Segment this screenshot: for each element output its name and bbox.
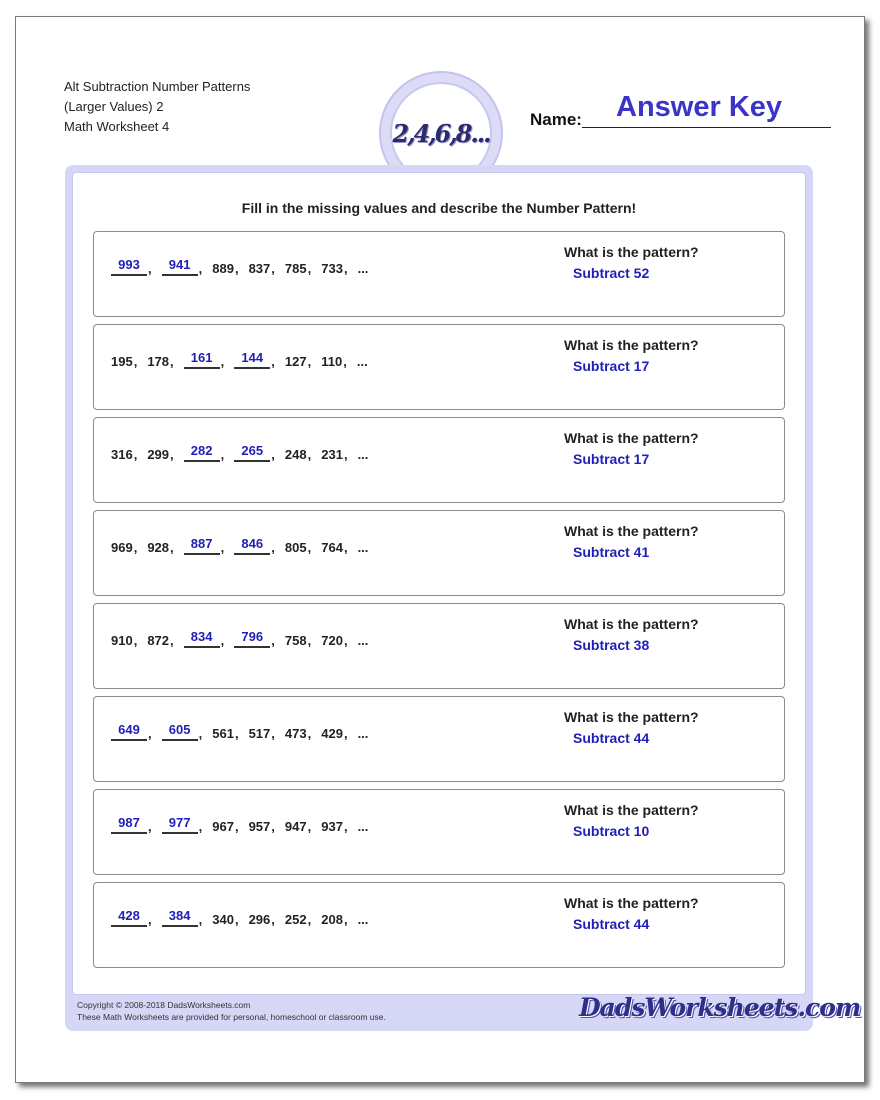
pattern-question: What is the pattern? xyxy=(564,244,699,260)
comma-separator: , xyxy=(343,540,348,555)
pattern-answer: Subtract 17 xyxy=(573,358,650,374)
comma-separator: , xyxy=(133,354,138,369)
comma-separator: , xyxy=(220,354,225,369)
comma-separator: , xyxy=(148,261,152,276)
number-sequence xyxy=(111,908,376,927)
ellipsis: ... xyxy=(357,912,369,927)
footer-copyright xyxy=(77,999,386,1023)
answer-blank: 282 xyxy=(184,443,220,462)
comma-separator: , xyxy=(271,726,275,741)
comma-separator: , xyxy=(307,912,312,927)
sequence-term: 208 xyxy=(321,912,343,927)
comma-separator: , xyxy=(170,633,174,648)
sequence-term: 296 xyxy=(248,912,271,927)
dadsworksheets-logo[interactable]: DadsWorksheets.com xyxy=(579,993,861,1022)
sequence-term: 195 xyxy=(111,354,133,369)
answer-blank: 941 xyxy=(162,257,198,276)
answer-key-label: Answer Key xyxy=(616,91,783,123)
pattern-question: What is the pattern? xyxy=(564,523,699,539)
pattern-answer: Subtract 10 xyxy=(573,823,650,839)
comma-separator: , xyxy=(198,819,203,834)
number-sequence xyxy=(111,350,376,369)
comma-separator: , xyxy=(170,354,174,369)
sequence-term: 110 xyxy=(321,354,343,369)
comma-separator: , xyxy=(307,819,312,834)
sequence-term: 252 xyxy=(284,912,307,927)
answer-blank: 384 xyxy=(162,908,198,927)
answer-blank: 649 xyxy=(111,722,147,741)
comma-separator: , xyxy=(343,354,347,369)
comma-separator: , xyxy=(234,261,239,276)
problems-frame xyxy=(65,165,861,1031)
ellipsis: ... xyxy=(357,261,369,276)
sequence-term: 517 xyxy=(248,726,271,741)
answer-blank: 796 xyxy=(234,629,270,648)
sequence-term: 764 xyxy=(321,540,343,555)
pattern-question: What is the pattern? xyxy=(564,430,699,446)
number-sequence xyxy=(111,722,376,741)
worksheet-page xyxy=(15,16,865,1083)
comma-separator: , xyxy=(220,633,225,648)
comma-separator: , xyxy=(133,447,138,462)
comma-separator: , xyxy=(307,447,312,462)
sequence-term: 299 xyxy=(147,447,170,462)
pattern-question: What is the pattern? xyxy=(564,895,699,911)
name-line xyxy=(582,127,831,128)
number-sequence xyxy=(111,443,376,462)
sequence-term: 967 xyxy=(212,819,234,834)
ellipsis: ... xyxy=(357,633,369,648)
worksheet-title xyxy=(64,77,250,137)
name-label: Name: xyxy=(530,110,582,129)
problem-row xyxy=(93,696,785,782)
comma-separator: , xyxy=(133,540,138,555)
comma-separator: , xyxy=(234,912,239,927)
sequence-term: 316 xyxy=(111,447,133,462)
answer-blank: 993 xyxy=(111,257,147,276)
problem-row xyxy=(93,417,785,503)
sequence-term: 837 xyxy=(248,261,271,276)
answer-blank: 161 xyxy=(184,350,220,369)
title-line-1: Alt Subtraction Number Patterns xyxy=(64,79,251,94)
problem-row xyxy=(93,603,785,689)
pattern-answer: Subtract 44 xyxy=(573,916,650,932)
sequence-term: 805 xyxy=(284,540,307,555)
sequence-term: 127 xyxy=(284,354,307,369)
number-sequence xyxy=(111,629,376,648)
pattern-answer: Subtract 38 xyxy=(573,637,650,653)
pattern-answer: Subtract 52 xyxy=(573,265,650,281)
comma-separator: , xyxy=(271,354,275,369)
sequence-term: 937 xyxy=(321,819,343,834)
comma-separator: , xyxy=(307,726,312,741)
comma-separator: , xyxy=(343,912,348,927)
comma-separator: , xyxy=(307,261,312,276)
number-sequence xyxy=(111,815,376,834)
answer-blank: 977 xyxy=(162,815,198,834)
comma-separator: , xyxy=(198,912,203,927)
problem-row xyxy=(93,789,785,875)
number-sequence xyxy=(111,536,376,555)
comma-separator: , xyxy=(271,540,275,555)
comma-separator: , xyxy=(234,726,239,741)
ellipsis: ... xyxy=(357,447,369,462)
ellipsis: ... xyxy=(357,540,369,555)
sequence-term: 872 xyxy=(147,633,170,648)
logo-text: 2,4,6,8... xyxy=(392,118,490,148)
comma-separator: , xyxy=(170,447,174,462)
sequence-term: 248 xyxy=(284,447,307,462)
answer-blank: 846 xyxy=(234,536,270,555)
instructions: Fill in the missing values and describe the Number Pattern! xyxy=(241,200,637,216)
pattern-question: What is the pattern? xyxy=(564,802,699,818)
comma-separator: , xyxy=(271,633,275,648)
comma-separator: , xyxy=(271,447,275,462)
sequence-term: 429 xyxy=(321,726,343,741)
sequence-term: 178 xyxy=(147,354,170,369)
sequence-term: 928 xyxy=(147,540,170,555)
ellipsis: ... xyxy=(357,819,369,834)
sequence-term: 785 xyxy=(284,261,307,276)
copyright-text: Copyright © 2008-2018 DadsWorksheets.com xyxy=(77,1000,251,1010)
problems-panel xyxy=(72,172,806,995)
sequence-term: 561 xyxy=(212,726,234,741)
comma-separator: , xyxy=(148,912,152,927)
answer-blank: 428 xyxy=(111,908,147,927)
answer-blank: 834 xyxy=(184,629,220,648)
ellipsis: ... xyxy=(356,354,368,369)
usage-notice: These Math Worksheets are provided for personal, homeschool or classroom use. xyxy=(77,1012,386,1022)
comma-separator: , xyxy=(133,633,138,648)
comma-separator: , xyxy=(148,819,152,834)
problem-row xyxy=(93,882,785,968)
comma-separator: , xyxy=(148,726,152,741)
sequence-term: 758 xyxy=(284,633,307,648)
sequence-term: 340 xyxy=(212,912,234,927)
comma-separator: , xyxy=(307,354,312,369)
comma-separator: , xyxy=(307,633,312,648)
comma-separator: , xyxy=(271,912,275,927)
problem-row xyxy=(93,231,785,317)
sequence-term: 969 xyxy=(111,540,133,555)
comma-separator: , xyxy=(307,540,312,555)
pattern-answer: Subtract 44 xyxy=(573,730,650,746)
problem-row xyxy=(93,324,785,410)
comma-separator: , xyxy=(198,726,203,741)
title-line-3: Math Worksheet 4 xyxy=(64,119,170,134)
comma-separator: , xyxy=(198,261,203,276)
title-line-2: (Larger Values) 2 xyxy=(64,99,164,114)
comma-separator: , xyxy=(170,540,174,555)
comma-separator: , xyxy=(271,819,275,834)
sequence-term: 720 xyxy=(321,633,343,648)
comma-separator: , xyxy=(343,819,348,834)
pattern-question: What is the pattern? xyxy=(564,709,699,725)
sequence-term: 889 xyxy=(212,261,234,276)
problem-row xyxy=(93,510,785,596)
sequence-term: 947 xyxy=(284,819,307,834)
sequence-term: 733 xyxy=(321,261,343,276)
pattern-answer: Subtract 41 xyxy=(573,544,650,560)
sequence-term: 231 xyxy=(321,447,343,462)
answer-blank: 987 xyxy=(111,815,147,834)
pattern-question: What is the pattern? xyxy=(564,616,699,632)
sequence-term: 473 xyxy=(284,726,307,741)
comma-separator: , xyxy=(271,261,275,276)
comma-separator: , xyxy=(220,447,225,462)
answer-blank: 265 xyxy=(234,443,270,462)
comma-separator: , xyxy=(234,819,239,834)
answer-blank: 144 xyxy=(234,350,270,369)
pattern-question: What is the pattern? xyxy=(564,337,699,353)
answer-blank: 605 xyxy=(162,722,198,741)
answer-blank: 887 xyxy=(184,536,220,555)
comma-separator: , xyxy=(220,540,225,555)
sequence-term: 957 xyxy=(248,819,271,834)
comma-separator: , xyxy=(343,726,348,741)
pattern-answer: Subtract 17 xyxy=(573,451,650,467)
ellipsis: ... xyxy=(357,726,369,741)
sequence-term: 910 xyxy=(111,633,133,648)
comma-separator: , xyxy=(343,633,348,648)
number-sequence xyxy=(111,257,376,276)
comma-separator: , xyxy=(343,447,348,462)
comma-separator: , xyxy=(343,261,348,276)
